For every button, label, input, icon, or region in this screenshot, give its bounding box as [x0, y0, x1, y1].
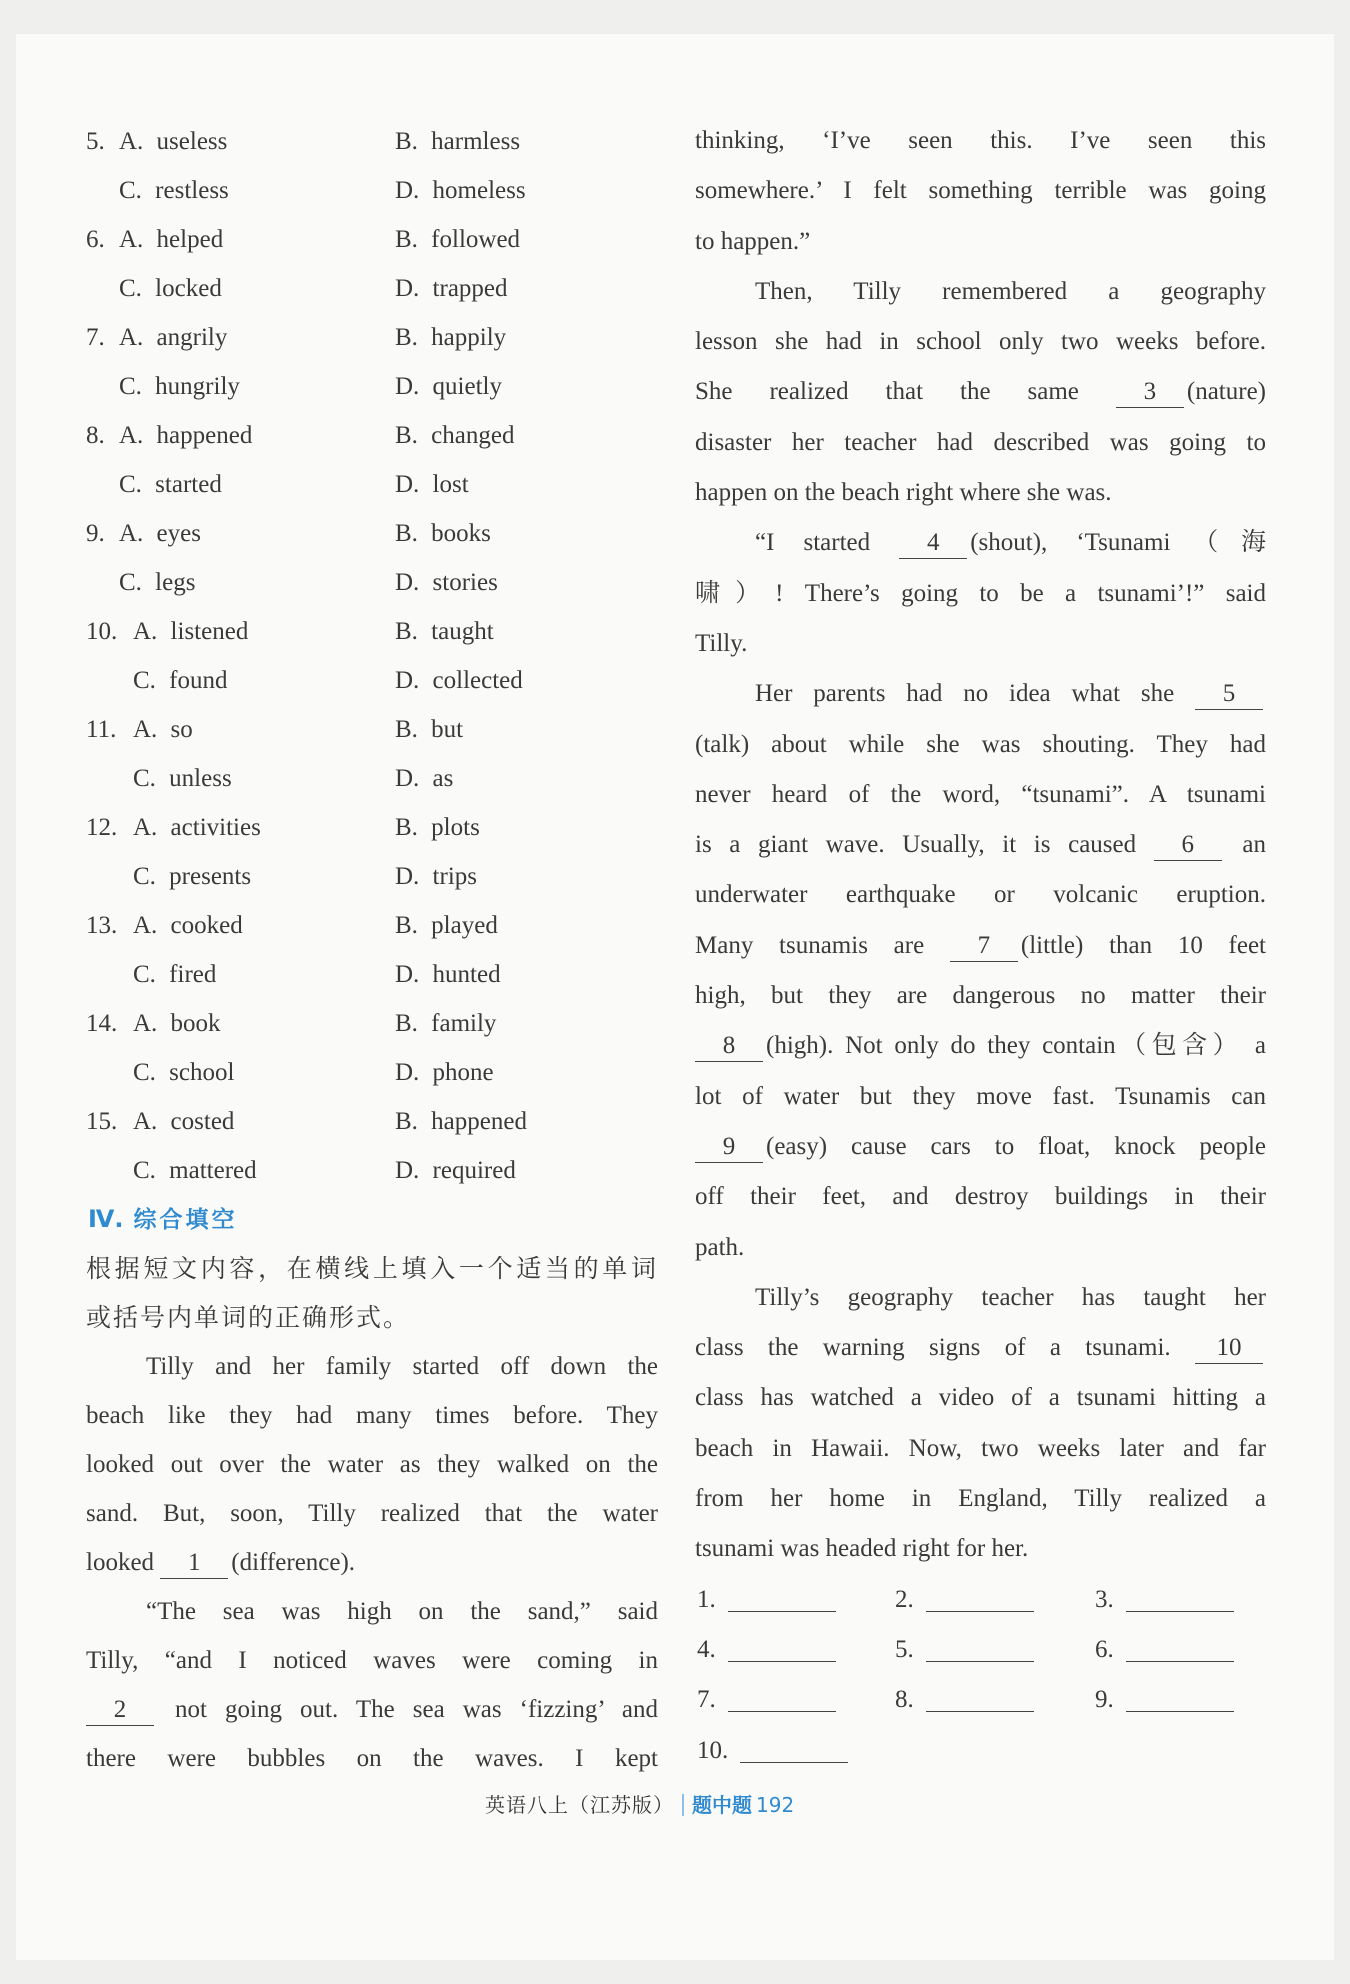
passage-text: (easy) cause cars to float, knock people	[766, 1132, 1266, 1160]
blank-10: 10	[1195, 1333, 1263, 1364]
answer-item	[697, 1726, 848, 1776]
option-b: B. family	[395, 1010, 497, 1037]
question-12	[86, 803, 658, 901]
passage-line	[86, 1685, 658, 1734]
option-row	[86, 509, 658, 558]
option-a: A. eyes	[119, 520, 201, 547]
option-row	[86, 558, 658, 607]
option-d: D. trapped	[395, 275, 508, 302]
section-title: 综合填空	[133, 1207, 238, 1233]
passage-text: (little) than 10 feet	[1020, 931, 1266, 959]
option-row	[86, 460, 658, 509]
question-number: 10.	[86, 618, 118, 645]
passage-text: Then, Tilly remembered a geography	[755, 277, 1266, 305]
answer-item	[1095, 1575, 1234, 1625]
passage-line	[695, 1474, 1266, 1524]
section-header	[86, 1195, 658, 1244]
option-b: B. taught	[395, 618, 494, 645]
option-row	[86, 950, 658, 999]
blank-2: 2	[86, 1695, 154, 1726]
answer-item	[895, 1575, 1034, 1625]
option-row	[86, 264, 658, 313]
passage-line	[695, 1122, 1266, 1172]
passage-line	[695, 820, 1266, 870]
answer-row	[695, 1625, 1266, 1675]
passage-text: (shout), ‘Tsunami（海	[970, 529, 1266, 557]
option-a: A. listened	[133, 618, 249, 645]
passage-text: “The sea was high on the sand,” said	[146, 1598, 658, 1625]
passage-text: somewhere.’ I felt something terrible was going	[695, 177, 1266, 205]
answer-item	[895, 1625, 1034, 1675]
question-number: 12.	[86, 814, 118, 841]
option-d: D. trips	[395, 863, 477, 890]
question-10	[86, 607, 658, 705]
answer-number: 8.	[895, 1686, 914, 1714]
option-b: B. but	[395, 716, 464, 743]
passage-line	[695, 1273, 1266, 1323]
question-5	[86, 117, 658, 215]
book-title: 英语八上（江苏版）	[485, 1793, 674, 1817]
answer-row	[695, 1675, 1266, 1725]
passage-line	[695, 217, 1266, 267]
answer-number: 2.	[895, 1585, 914, 1613]
option-a: A. costed	[133, 1108, 235, 1135]
passage-line	[695, 1021, 1266, 1071]
series-name: 题中题	[692, 1793, 752, 1817]
passage-line	[86, 1636, 658, 1685]
answer-item	[895, 1675, 1034, 1725]
passage-line	[86, 1538, 658, 1587]
answer-blank-line	[926, 1660, 1034, 1662]
option-c: C. unless	[133, 765, 232, 792]
option-c: C. fired	[133, 961, 217, 988]
answer-number: 1.	[697, 1585, 716, 1613]
passage-text: not going out. The sea was ‘fizzing’ and	[157, 1696, 658, 1723]
passage-text: lot of water but they move fast. Tsunamis can	[695, 1082, 1266, 1110]
option-c: C. found	[133, 667, 228, 694]
blank-8: 8	[695, 1031, 763, 1062]
passage-line	[695, 1323, 1266, 1373]
passage-text: lesson she had in school only two weeks before.	[695, 328, 1266, 356]
option-row	[86, 117, 658, 166]
answer-item	[697, 1575, 836, 1625]
passage-text: looked	[86, 1549, 161, 1576]
answer-blank-line	[926, 1710, 1034, 1712]
question-number: 7.	[86, 324, 105, 351]
passage-text: Tilly and her family started off down the	[146, 1353, 658, 1380]
passage-line	[86, 1734, 658, 1783]
answer-number: 10.	[697, 1736, 729, 1764]
option-b: B. happily	[395, 324, 507, 351]
passage-line	[695, 770, 1266, 820]
passage-line	[695, 720, 1266, 770]
answer-row	[695, 1575, 1266, 1625]
answer-item	[1095, 1675, 1234, 1725]
option-row	[86, 901, 658, 950]
passage-line	[86, 1391, 658, 1440]
passage-line	[695, 367, 1266, 417]
question-number: 15.	[86, 1108, 118, 1135]
option-b: B. plots	[395, 814, 480, 841]
question-13	[86, 901, 658, 999]
passage-text: off their feet, and destroy buildings in their	[695, 1183, 1266, 1211]
option-d: D. phone	[395, 1059, 494, 1086]
option-c: C. hungrily	[119, 373, 240, 400]
question-11	[86, 705, 658, 803]
option-row	[86, 1048, 658, 1097]
option-b: B. books	[395, 520, 491, 547]
footer-separator	[682, 1794, 684, 1816]
passage-text: Tilly, “and I noticed waves were coming in	[86, 1647, 658, 1674]
answer-blank-line	[1126, 1710, 1234, 1712]
passage-text: (nature)	[1186, 378, 1266, 406]
section-number: Ⅳ.	[88, 1205, 124, 1233]
passage-text: 啸）! There’s going to be a tsunami’!” said	[695, 579, 1266, 607]
option-a: A. activities	[133, 814, 261, 841]
option-row	[86, 803, 658, 852]
answer-item	[1095, 1625, 1234, 1675]
answer-blank-line	[926, 1610, 1034, 1612]
passage-line	[695, 518, 1266, 568]
option-a: A. angrily	[119, 324, 228, 351]
passage-line	[695, 267, 1266, 317]
blank-6: 6	[1154, 830, 1222, 861]
passage-text: class has watched a video of a tsunami hitting a	[695, 1384, 1266, 1412]
question-number: 9.	[86, 520, 105, 547]
passage-text: sand. But, soon, Tilly realized that the water	[86, 1500, 658, 1527]
passage-text: disaster her teacher had described was going to	[695, 428, 1266, 456]
option-row	[86, 852, 658, 901]
passage-text: (talk) about while she was shouting. They had	[695, 730, 1266, 758]
option-d: D. quietly	[395, 373, 502, 400]
blank-5: 5	[1195, 679, 1263, 710]
passage-text: (difference).	[231, 1549, 356, 1576]
passage-text: Tilly’s geography teacher has taught her	[755, 1283, 1266, 1311]
answer-row	[695, 1726, 1266, 1776]
passage-text: Tilly.	[695, 629, 748, 657]
option-row	[86, 754, 658, 803]
option-row	[86, 1097, 658, 1146]
option-a: A. happened	[119, 422, 253, 449]
question-8	[86, 411, 658, 509]
passage-line	[695, 317, 1266, 367]
question-7	[86, 313, 658, 411]
passage-text: She realized that the same	[695, 378, 1116, 406]
passage-text: an	[1224, 831, 1266, 859]
answer-item	[697, 1675, 836, 1725]
answer-blank-line	[740, 1761, 848, 1763]
option-row	[86, 362, 658, 411]
instructions-line: 根据短文内容，在横线上填入一个适当的单词	[86, 1254, 658, 1283]
passage-text: Her parents had no idea what she	[755, 680, 1195, 708]
passage-left	[86, 1342, 658, 1783]
passage-text: is a giant wave. Usually, it is caused	[695, 831, 1154, 859]
option-d: D. hunted	[395, 961, 501, 988]
passage-text: beach in Hawaii. Now, two weeks later and far	[695, 1434, 1266, 1462]
option-c: C. mattered	[133, 1157, 257, 1184]
question-number: 11.	[86, 716, 117, 743]
option-row	[86, 313, 658, 362]
passage-line	[695, 1424, 1266, 1474]
option-row	[86, 166, 658, 215]
answer-item	[697, 1625, 836, 1675]
passage-text: happen on the beach right where she was.	[695, 479, 1112, 507]
option-b: B. happened	[395, 1108, 527, 1135]
option-d: D. homeless	[395, 177, 526, 204]
answer-number: 5.	[895, 1635, 914, 1663]
question-14	[86, 999, 658, 1097]
passage-line	[695, 1373, 1266, 1423]
passage-line	[695, 468, 1266, 518]
option-c: C. presents	[133, 863, 252, 890]
option-a: A. helped	[119, 226, 224, 253]
question-number: 8.	[86, 422, 105, 449]
passage-text: Many tsunamis are	[695, 931, 950, 959]
question-9	[86, 509, 658, 607]
option-row	[86, 999, 658, 1048]
passage-line	[695, 971, 1266, 1021]
passage-line	[695, 669, 1266, 719]
answer-sheet	[695, 1575, 1266, 1776]
option-b: B. changed	[395, 422, 515, 449]
left-column	[86, 117, 658, 1783]
answer-blank-line	[1126, 1660, 1234, 1662]
right-column	[695, 116, 1266, 1776]
instructions-line: 或括号内单词的正确形式。	[86, 1303, 411, 1332]
passage-text: path.	[695, 1233, 745, 1261]
question-number: 6.	[86, 226, 105, 253]
option-a: A. so	[133, 716, 193, 743]
passage-line	[695, 921, 1266, 971]
passage-line	[86, 1342, 658, 1391]
option-row	[86, 607, 658, 656]
passage-line	[695, 1172, 1266, 1222]
answer-blank-line	[728, 1710, 836, 1712]
question-number: 14.	[86, 1010, 118, 1037]
answer-number: 6.	[1095, 1635, 1114, 1663]
passage-text: thinking, ‘I’ve seen this. I’ve seen this	[695, 127, 1266, 154]
passage-line	[86, 1489, 658, 1538]
question-number: 5.	[86, 128, 105, 155]
option-c: C. locked	[119, 275, 222, 302]
option-row	[86, 656, 658, 705]
passage-right	[695, 116, 1266, 1575]
passage-line	[86, 1587, 658, 1636]
passage-line	[695, 116, 1266, 166]
page-footer	[485, 1791, 794, 1819]
option-a: A. book	[133, 1010, 221, 1037]
question-number: 13.	[86, 912, 118, 939]
passage-text: tsunami was headed right for her.	[695, 1535, 1029, 1563]
option-c: C. restless	[119, 177, 229, 204]
option-c: C. legs	[119, 569, 196, 596]
question-6	[86, 215, 658, 313]
passage-line	[695, 418, 1266, 468]
option-row	[86, 1146, 658, 1195]
option-d: D. stories	[395, 569, 498, 596]
passage-text: (high). Not only do they contain（包含） a	[766, 1032, 1266, 1060]
option-b: B. followed	[395, 226, 521, 253]
option-row	[86, 411, 658, 460]
answer-number: 9.	[1095, 1686, 1114, 1714]
answer-number: 4.	[697, 1635, 716, 1663]
answer-number: 3.	[1095, 1585, 1114, 1613]
options-list	[86, 117, 658, 1195]
passage-text: there were bubbles on the waves. I kept	[86, 1745, 658, 1772]
option-b: B. played	[395, 912, 498, 939]
passage-text: to happen.”	[695, 227, 811, 255]
passage-text: never heard of the word, “tsunami”. A tsunami	[695, 780, 1266, 808]
blank-1: 1	[160, 1548, 228, 1579]
passage-line	[695, 166, 1266, 216]
answer-blank-line	[1126, 1610, 1234, 1612]
option-d: D. lost	[395, 471, 469, 498]
blank-9: 9	[695, 1132, 763, 1163]
passage-line	[695, 1223, 1266, 1273]
passage-line	[695, 619, 1266, 669]
option-row	[86, 215, 658, 264]
passage-text: underwater earthquake or volcanic eruption.	[695, 881, 1266, 909]
passage-text: class the warning signs of a tsunami.	[695, 1334, 1195, 1362]
blank-7: 7	[950, 931, 1018, 962]
page-number: 192	[756, 1793, 795, 1817]
option-d: D. required	[395, 1157, 516, 1184]
passage-text: from her home in England, Tilly realized a	[695, 1485, 1266, 1513]
passage-line	[695, 1524, 1266, 1574]
passage-text: looked out over the water as they walked on the	[86, 1451, 658, 1478]
option-d: D. collected	[395, 667, 523, 694]
option-c: C. school	[133, 1059, 235, 1086]
answer-number: 7.	[697, 1686, 716, 1714]
answer-blank-line	[728, 1660, 836, 1662]
passage-line	[695, 569, 1266, 619]
passage-text: high, but they are dangerous no matter their	[695, 982, 1266, 1010]
passage-line	[695, 870, 1266, 920]
blank-3: 3	[1116, 377, 1184, 408]
option-c: C. started	[119, 471, 222, 498]
passage-line	[86, 1440, 658, 1489]
option-d: D. as	[395, 765, 454, 792]
blank-4: 4	[899, 528, 967, 559]
question-15	[86, 1097, 658, 1195]
passage-line	[695, 1072, 1266, 1122]
passage-text: beach like they had many times before. They	[86, 1402, 658, 1429]
option-a: A. cooked	[133, 912, 243, 939]
option-b: B. harmless	[395, 128, 521, 155]
option-a: A. useless	[119, 128, 228, 155]
option-row	[86, 705, 658, 754]
passage-text: “I started	[755, 529, 900, 557]
answer-blank-line	[728, 1610, 836, 1612]
